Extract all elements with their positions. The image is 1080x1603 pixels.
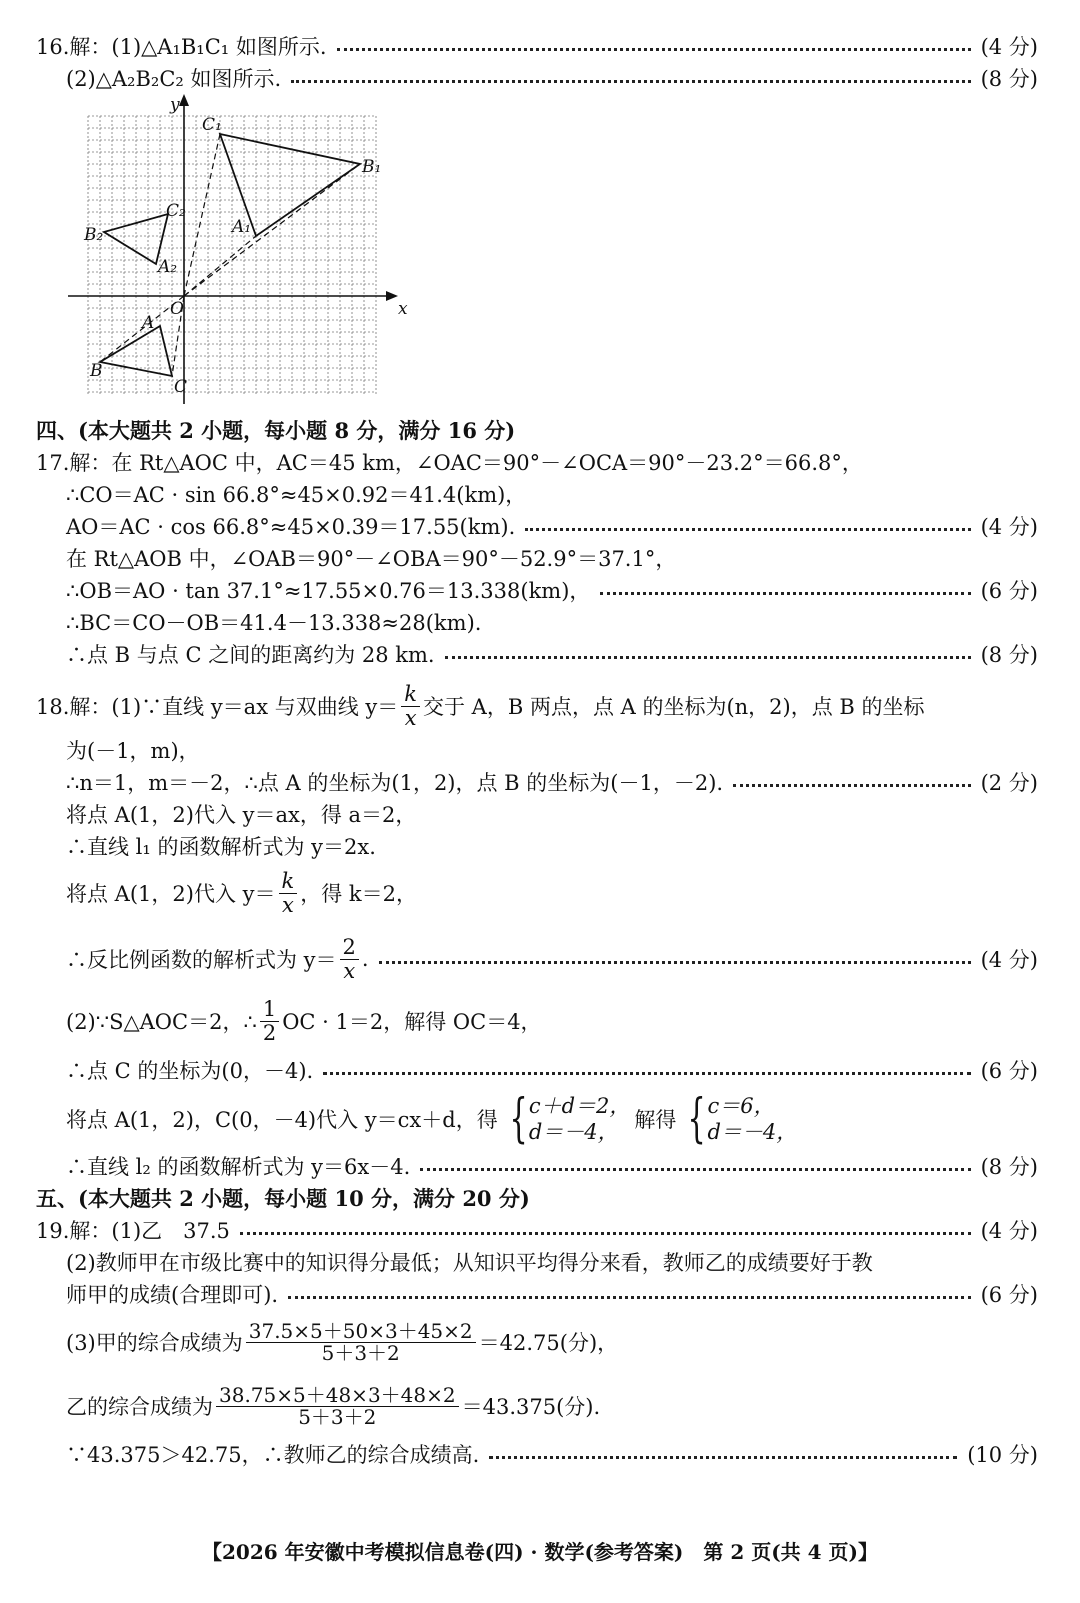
q19-text-5a: 乙的综合成绩为 <box>66 1395 213 1419</box>
q18-text-1a: 18.解：(1)∵直线 y＝ax 与双曲线 y＝ <box>36 695 399 719</box>
origin-label: O <box>170 299 184 319</box>
q19-line-2 <box>66 1246 1038 1278</box>
q18-line-10 <box>66 1089 1038 1149</box>
axes <box>68 94 398 404</box>
q19-text-5b: ＝43.375(分). <box>461 1395 601 1419</box>
q17-text-7: ∴点 B 与点 C 之间的距离约为 28 km. <box>66 643 435 667</box>
dashed-rays <box>100 134 360 376</box>
q17-text-3: AO＝AC · cos 66.8°≈45×0.39＝17.55(km). <box>66 515 516 539</box>
label-a2: A₂ <box>158 257 178 277</box>
dot-leader <box>288 1296 971 1299</box>
dot-leader <box>600 592 970 595</box>
fraction-denominator: 2 <box>262 1020 277 1045</box>
fraction-2-over-x <box>340 936 359 981</box>
q18-text-8a: (2)∵S△AOC＝2，∴ <box>66 1010 257 1034</box>
fraction-numerator: 37.5×5＋50×3＋45×2 <box>246 1321 476 1343</box>
q18-text-9: ∴点 C 的坐标为(0，－4). <box>66 1059 314 1083</box>
q17-line-6 <box>66 606 1038 638</box>
dot-leader <box>379 961 971 964</box>
q18-text-4: 将点 A(1，2)代入 y＝ax，得 a＝2， <box>66 803 417 827</box>
system-row: c＝6， <box>707 1093 775 1118</box>
q19-text-4b: ＝42.75(分)， <box>478 1331 619 1355</box>
dot-leader <box>733 784 971 787</box>
q16-line-2 <box>66 62 1038 94</box>
fraction-denominator: x <box>343 958 356 983</box>
q17-line-1 <box>36 446 1038 478</box>
fraction-denominator: x <box>404 705 417 730</box>
q17-text-4: 在 Rt△AOB 中，∠OAB＝90°－∠OBA＝90°－52.9°＝37.1°， <box>66 547 677 571</box>
q18-text-6b: ，得 k＝2， <box>300 882 417 906</box>
system-row: d＝－4， <box>707 1120 798 1144</box>
q18-line-6 <box>66 870 1038 916</box>
equation-system-1 <box>502 1089 631 1149</box>
q19-text-3: 师甲的成绩(合理即可). <box>66 1283 279 1307</box>
page-footer: 【2026 年安徽中考模拟信息卷(四) · 数学(参考答案) 第 2 页(共 4 页)】 <box>202 1540 878 1564</box>
fraction-denominator: 5＋3＋2 <box>298 1404 377 1429</box>
score: (8 分) <box>980 1155 1038 1179</box>
triangles <box>100 134 360 376</box>
q18-line-1 <box>36 684 1038 728</box>
q18-text-5: ∴直线 l₁ 的函数解析式为 y＝2x. <box>66 835 376 859</box>
system-rows <box>529 1093 631 1146</box>
q17-line-4 <box>66 542 1038 574</box>
fraction-one-half <box>260 998 279 1043</box>
label-b1: B₁ <box>362 157 382 177</box>
q18-line-3 <box>66 766 1038 798</box>
q16-line-1 <box>36 30 1038 62</box>
label-a1: A₁ <box>232 217 252 237</box>
dot-leader <box>291 80 970 83</box>
dot-leader <box>525 528 970 531</box>
section-4-text: 四、(本大题共 2 小题，每小题 8 分，满分 16 分) <box>36 418 516 443</box>
left-brace: { <box>687 1089 707 1149</box>
fraction-denominator: 5＋3＋2 <box>321 1340 400 1365</box>
q18-text-6a: 将点 A(1，2)代入 y＝ <box>66 882 276 906</box>
q19-text-6: ∵43.375＞42.75，∴教师乙的综合成绩高. <box>66 1443 480 1467</box>
q18-text-11: ∴直线 l₂ 的函数解析式为 y＝6x－4. <box>66 1155 411 1179</box>
left-brace: { <box>509 1089 528 1149</box>
q19-line-3 <box>66 1278 1038 1310</box>
fraction-numerator: 38.75×5＋48×3＋48×2 <box>216 1385 459 1407</box>
axis-y-label: y <box>170 95 180 115</box>
q18-text-8b: OC · 1＝2，解得 OC＝4， <box>282 1010 542 1034</box>
fraction-numerator: 2 <box>340 936 359 959</box>
equation-system-2 <box>680 1089 798 1149</box>
q18-text-2: 为(－1，m)， <box>66 739 200 763</box>
q17-text-1: 17.解：在 Rt△AOC 中，AC＝45 km，∠OAC＝90°－∠OCA＝90°－23.2°＝66.8°， <box>36 451 863 475</box>
system-row: c＋d＝2， <box>528 1093 631 1118</box>
q18-text-1b: 交于 A，B 两点，点 A 的坐标为(n，2)，点 B 的坐标 <box>423 695 925 719</box>
score: (4 分) <box>980 515 1038 539</box>
q18-line-9 <box>66 1054 1038 1086</box>
section-5-heading <box>36 1182 1038 1214</box>
dot-leader <box>445 656 971 659</box>
q18-text-7b: . <box>361 947 369 971</box>
dot-leader <box>489 1456 957 1459</box>
label-c2: C₂ <box>166 201 186 221</box>
label-c: C <box>174 377 188 397</box>
q18-line-11 <box>66 1150 1038 1182</box>
q18-line-8 <box>66 998 1038 1044</box>
q17-text-6: ∴BC＝CO－OB＝41.4－13.338≈28(km). <box>66 611 482 635</box>
system-row: d＝－4， <box>528 1120 619 1144</box>
label-b2: B₂ <box>84 225 104 245</box>
q19-line-5 <box>66 1380 1038 1432</box>
fraction-jia-score <box>246 1318 476 1365</box>
score: (2 分) <box>980 771 1038 795</box>
fraction-yi-score <box>216 1382 459 1429</box>
coordinate-grid-figure <box>60 92 420 412</box>
score: (8 分) <box>980 643 1038 667</box>
q18-line-2 <box>66 734 1038 766</box>
fraction-numerator: 1 <box>260 998 279 1021</box>
fraction-denominator: x <box>281 892 294 917</box>
score: (6 分) <box>980 1283 1038 1307</box>
score: (4 分) <box>980 948 1038 972</box>
q17-line-3 <box>66 510 1038 542</box>
q17-line-7 <box>66 638 1038 670</box>
q16-text-1: 16.解：(1)△A₁B₁C₁ 如图所示. <box>36 35 327 59</box>
q18-line-5 <box>66 830 1038 862</box>
q19-line-1 <box>36 1214 1038 1246</box>
score: (10 分) <box>967 1443 1038 1467</box>
q18-line-4 <box>66 798 1038 830</box>
q16-text-2: (2)△A₂B₂C₂ 如图所示. <box>66 67 282 91</box>
label-b: B <box>90 361 103 381</box>
score: (6 分) <box>980 579 1038 603</box>
axis-x-label: x <box>398 299 408 319</box>
dot-leader <box>240 1232 971 1235</box>
section-4-heading <box>36 414 1038 446</box>
dot-leader <box>337 48 971 51</box>
q18-text-10b: 解得 <box>634 1108 677 1132</box>
q19-text-1: 19.解：(1)乙 37.5 <box>36 1219 230 1243</box>
q17-line-5 <box>66 574 1038 606</box>
q18-text-10a: 将点 A(1，2)，C(0，－4)代入 y＝cx＋d，得 <box>66 1108 498 1132</box>
label-a: A <box>142 313 155 333</box>
q19-text-4a: (3)甲的综合成绩为 <box>66 1331 243 1355</box>
fraction-numerator: k <box>401 683 420 706</box>
score: (8 分) <box>980 67 1038 91</box>
fraction-k-over-x <box>279 870 298 915</box>
q18-text-3: ∴n＝1，m＝－2，∴点 A 的坐标为(1，2)，点 B 的坐标为(－1，－2). <box>66 771 724 795</box>
q17-line-2 <box>66 478 1038 510</box>
score: (4 分) <box>980 35 1038 59</box>
dot-leader <box>420 1168 970 1171</box>
q19-line-4 <box>66 1316 1038 1368</box>
section-5-text: 五、(本大题共 2 小题，每小题 10 分，满分 20 分) <box>36 1186 530 1211</box>
label-c1: C₁ <box>202 115 222 135</box>
q17-text-5: ∴OB＝AO · tan 37.1°≈17.55×0.76＝13.338(km)， <box>66 579 591 603</box>
q19-line-6 <box>66 1438 1038 1470</box>
fraction-numerator: k <box>279 870 298 893</box>
q18-text-7a: ∴反比例函数的解析式为 y＝ <box>66 948 337 972</box>
dot-leader <box>323 1072 970 1075</box>
q19-text-2: (2)教师甲在市级比赛中的知识得分最低；从知识平均得分来看，教师乙的成绩要好于教 <box>66 1251 873 1275</box>
system-rows <box>707 1093 797 1146</box>
score: (6 分) <box>980 1059 1038 1083</box>
q17-text-2: ∴CO＝AC · sin 66.8°≈45×0.92＝41.4(km)， <box>66 483 527 507</box>
q18-line-7 <box>66 936 1038 982</box>
fraction-k-over-x <box>401 683 420 728</box>
score: (4 分) <box>980 1219 1038 1243</box>
